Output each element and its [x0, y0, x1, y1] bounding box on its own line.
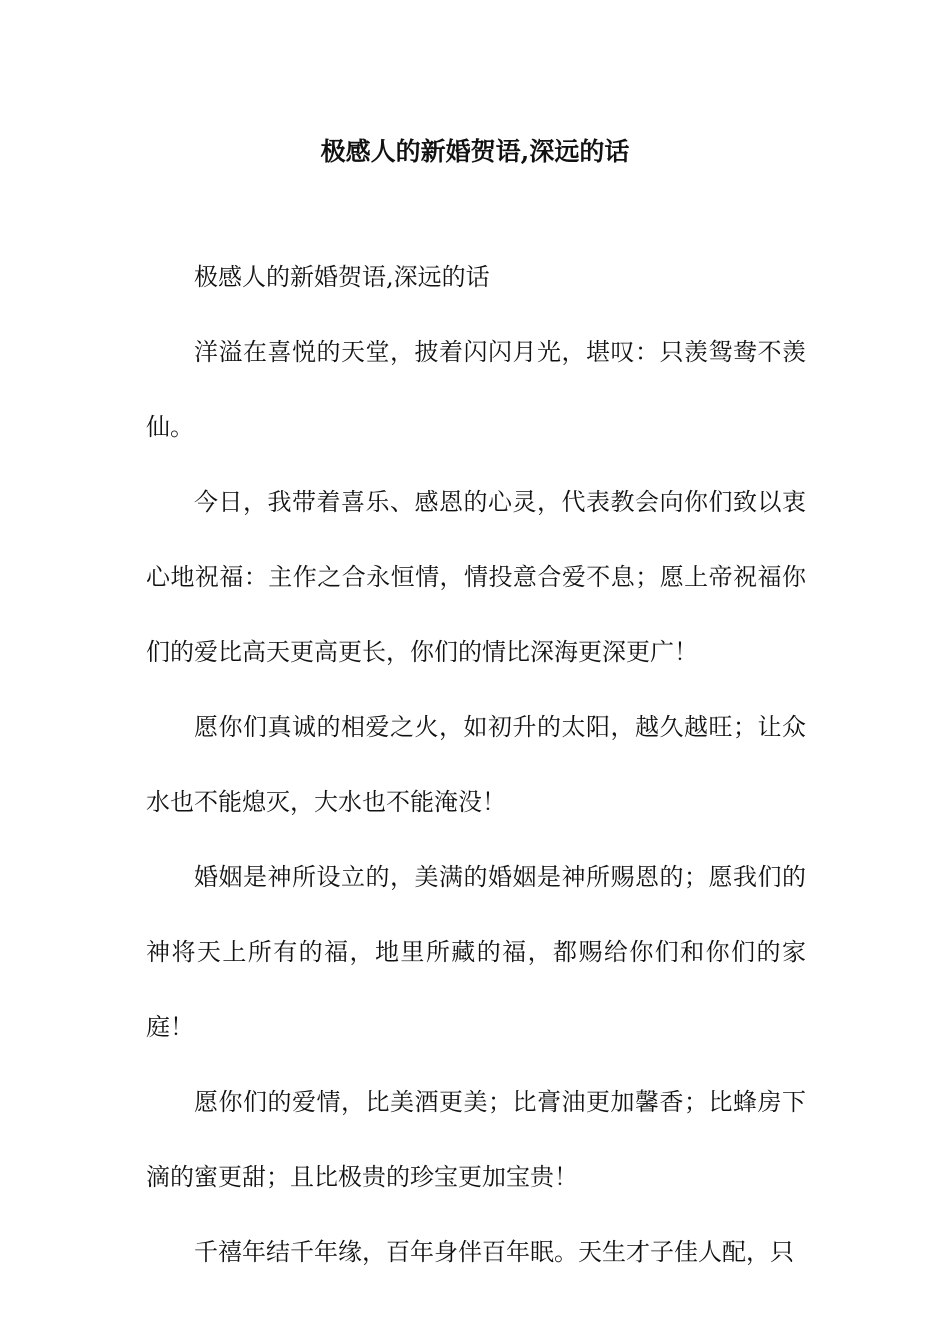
body-paragraph: 愿你们真诚的相爱之火，如初升的太阳，越久越旺；让众水也不能熄灭，大水也不能淹没！ — [146, 713, 806, 816]
body-paragraph: 婚姻是神所设立的，美满的婚姻是神所赐恩的；愿我们的神将天上所有的福，地里所藏的福，都赐给你们和你们的家庭！ — [146, 863, 806, 1041]
subtitle-paragraph: 极感人的新婚贺语,深远的话 — [194, 263, 490, 291]
body-paragraph: 今日，我带着喜乐、感恩的心灵，代表教会向你们致以衷心地祝福：主作之合永恒情，情投意合爱不息；愿上帝祝福你们的爱比高天更高更长，你们的情比深海更深更广！ — [146, 488, 806, 666]
body-paragraph: 愿你们的爱情，比美酒更美；比膏油更加馨香；比蜂房下滴的蜜更甜；且比极贵的珍宝更加宝贵！ — [146, 1088, 806, 1191]
body-paragraph: 洋溢在喜悦的天堂，披着闪闪月光，堪叹：只羡鸳鸯不羡仙。 — [146, 338, 806, 441]
document-title: 极感人的新婚贺语,深远的话 — [320, 137, 630, 166]
body-paragraph: 千禧年结千年缘，百年身伴百年眠。天生才子佳人配，只 — [194, 1238, 794, 1266]
document-body — [146, 240, 806, 1290]
